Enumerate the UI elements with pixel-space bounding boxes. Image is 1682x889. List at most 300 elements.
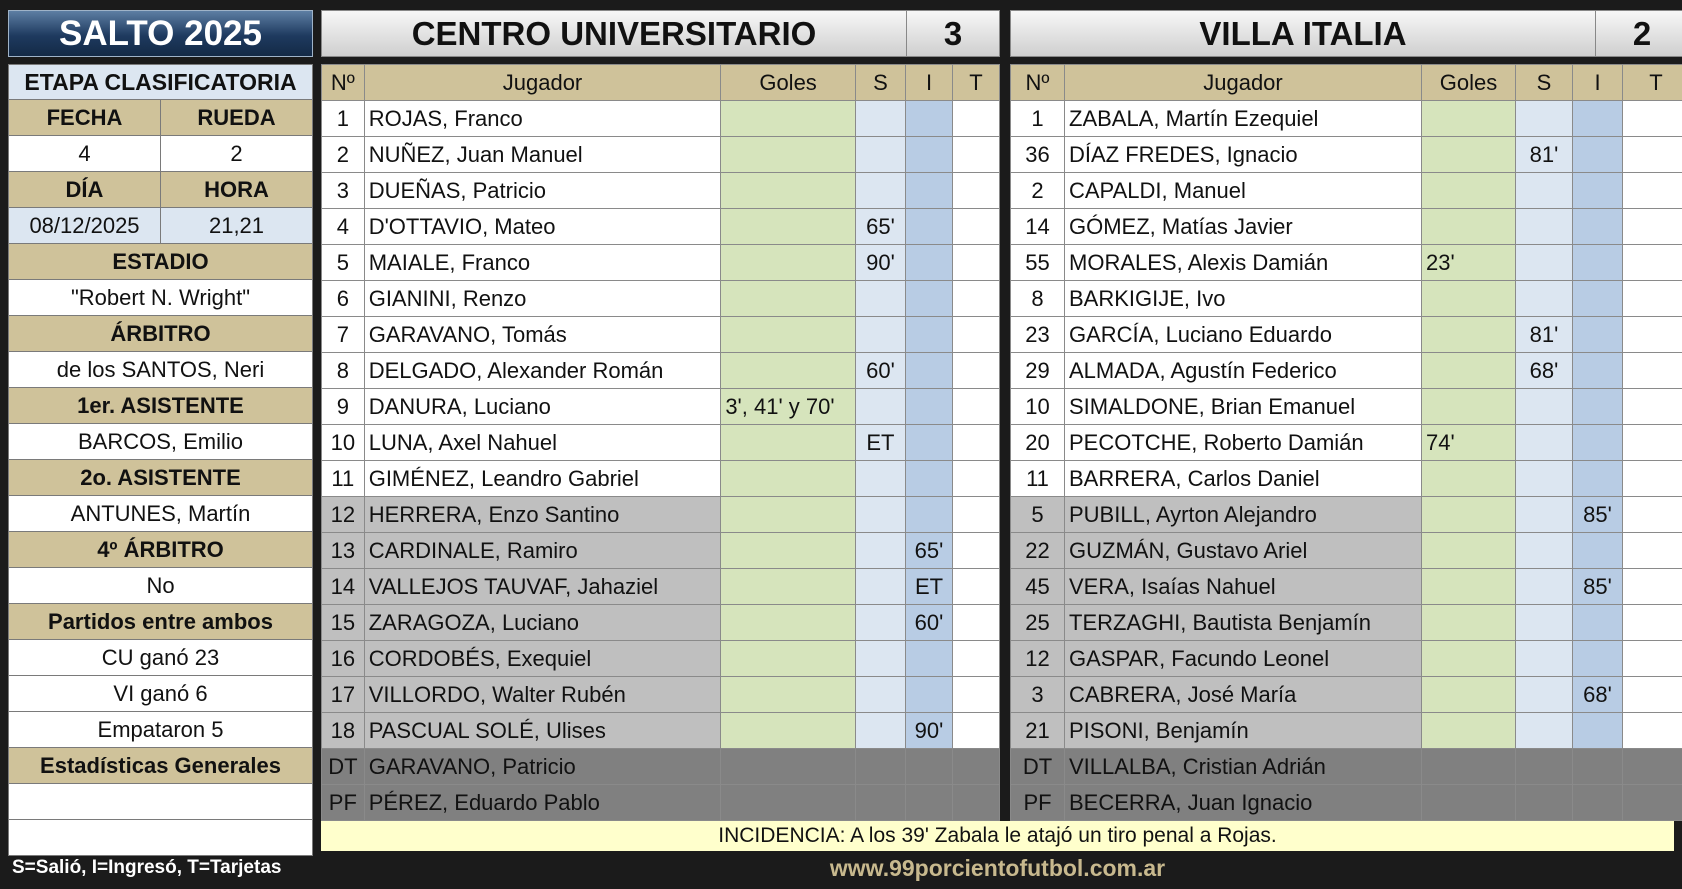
substitute-row [322,677,1000,713]
player-out [1516,245,1573,281]
player-in: 90' [906,713,953,749]
player-name: PASCUAL SOLÉ, Ulises [364,713,721,749]
player-cards [1623,137,1682,173]
team-name: VILLA ITALIA [1199,14,1407,52]
substitute-row [1011,533,1682,569]
staff-role: DT [1011,749,1065,785]
cuarto-arbitro-value: No [8,568,313,604]
player-name: NUÑEZ, Juan Manuel [364,137,721,173]
player-goals [1422,605,1516,641]
player-name: LUNA, Axel Nahuel [364,425,721,461]
substitute-row [322,533,1000,569]
player-out [855,101,905,137]
col-goles: Goles [721,65,856,101]
player-goals [1422,281,1516,317]
player-cards [1623,605,1682,641]
legend: S=Salió, I=Ingresó, T=Tarjetas [12,857,282,878]
staff-role: PF [1011,785,1065,821]
fecha-rueda-labels [8,100,313,136]
player-goals [721,461,856,497]
player-name: PISONI, Benjamín [1065,713,1422,749]
player-goals [721,569,856,605]
player-cards [1623,461,1682,497]
asistente2-label: 2o. ASISTENTE [8,460,313,496]
rueda-value: 2 [230,140,243,166]
player-name: DELGADO, Alexander Román [364,353,721,389]
player-in [1573,605,1623,641]
starter-row [1011,173,1682,209]
player-cards [1623,677,1682,713]
player-name: VALLEJOS TAUVAF, Jahaziel [364,569,721,605]
staff-empty-cell [1573,785,1623,821]
cuarto-arbitro-label: 4º ÁRBITRO [8,532,313,568]
col-goles: Goles [1422,65,1516,101]
player-in [1573,713,1623,749]
player-cards [952,641,999,677]
player-number: 14 [322,569,365,605]
season-title: SALTO 2025 [8,10,313,57]
player-goals [1422,389,1516,425]
hora-value: 21,21 [208,212,265,238]
player-goals: 23' [1422,245,1516,281]
staff-role: DT [322,749,365,785]
player-number: 10 [322,425,365,461]
player-cards [1623,641,1682,677]
player-cards [952,425,999,461]
player-out [1516,209,1573,245]
player-number: 9 [322,389,365,425]
substitute-row [322,497,1000,533]
cu-gano: CU ganó 23 [8,640,313,676]
starter-row [1011,209,1682,245]
team-header [321,10,1000,57]
player-cards [1623,281,1682,317]
staff-empty-cell [1623,749,1682,785]
starter-row [322,173,1000,209]
player-number: 10 [1011,389,1065,425]
player-name: DANURA, Luciano [364,389,721,425]
player-out [855,713,905,749]
player-out [1516,497,1573,533]
player-in: 85' [1573,497,1623,533]
player-cards [952,281,999,317]
player-cards [952,209,999,245]
player-goals [1422,461,1516,497]
player-number: 55 [1011,245,1065,281]
col-num: Nº [1011,65,1065,101]
player-name: CAPALDI, Manuel [1065,173,1422,209]
player-number: 4 [322,209,365,245]
player-number: 8 [1011,281,1065,317]
player-number: 5 [322,245,365,281]
staff-empty-cell [1623,785,1682,821]
player-name: BARKIGIJE, Ivo [1065,281,1422,317]
player-cards [1623,317,1682,353]
player-in [906,137,953,173]
substitute-row [1011,713,1682,749]
player-number: 8 [322,353,365,389]
player-out [855,281,905,317]
player-in [1573,245,1623,281]
player-in: 65' [906,533,953,569]
player-goals [1422,497,1516,533]
player-in [1573,173,1623,209]
starter-row [322,461,1000,497]
starter-row [322,245,1000,281]
player-in [906,173,953,209]
estadio-value: "Robert N. Wright" [8,280,313,316]
player-in [906,461,953,497]
player-number: 21 [1011,713,1065,749]
player-name: D'OTTAVIO, Mateo [364,209,721,245]
stage-label: ETAPA CLASIFICATORIA [8,64,313,100]
player-name: GARAVANO, Tomás [364,317,721,353]
player-name: CORDOBÉS, Exequiel [364,641,721,677]
starter-row [322,281,1000,317]
player-out: 60' [855,353,905,389]
staff-name: BECERRA, Juan Ignacio [1065,785,1422,821]
player-number: 13 [322,533,365,569]
fecha-label: FECHA [9,100,161,135]
player-number: 6 [322,281,365,317]
team-name: CENTRO UNIVERSITARIO [411,14,817,52]
player-in [1573,281,1623,317]
player-goals: 3', 41' y 70' [721,389,856,425]
staff-name: GARAVANO, Patricio [364,749,721,785]
starter-row [1011,461,1682,497]
player-name: PECOTCHE, Roberto Damián [1065,425,1422,461]
player-goals [721,605,856,641]
player-goals: 74' [1422,425,1516,461]
player-cards [1623,389,1682,425]
player-name: CARDINALE, Ramiro [364,533,721,569]
player-number: 11 [322,461,365,497]
starter-row [1011,389,1682,425]
player-cards [1623,569,1682,605]
starter-row [1011,281,1682,317]
starter-row [322,425,1000,461]
player-name: GIANINI, Renzo [364,281,721,317]
player-in [1573,641,1623,677]
player-name: ROJAS, Franco [364,101,721,137]
team-home [321,10,1000,821]
player-in: 85' [1573,569,1623,605]
substitute-row [1011,641,1682,677]
player-in [906,425,953,461]
player-goals [721,101,856,137]
player-cards [952,677,999,713]
player-in [1573,389,1623,425]
staff-role: PF [322,785,365,821]
player-in [1573,425,1623,461]
player-goals [1422,209,1516,245]
player-cards [952,173,999,209]
player-cards [1623,425,1682,461]
staff-row [1011,785,1682,821]
player-goals [721,281,856,317]
player-cards [1623,209,1682,245]
player-number: 20 [1011,425,1065,461]
starter-row [1011,353,1682,389]
player-number: 3 [1011,677,1065,713]
player-number: 5 [1011,497,1065,533]
player-in [906,281,953,317]
player-in [1573,533,1623,569]
col-t: T [1623,65,1682,101]
staff-empty-cell [1422,749,1516,785]
asistente1-label: 1er. ASISTENTE [8,388,313,424]
starter-row [322,389,1000,425]
player-out [1516,425,1573,461]
staff-empty-cell [721,785,856,821]
player-goals [721,425,856,461]
table-header-row [322,65,1000,101]
player-in [906,497,953,533]
player-in [906,101,953,137]
player-out [855,533,905,569]
website-link[interactable]: www.99porcientofutbol.com.ar [829,854,1166,881]
player-number: 23 [1011,317,1065,353]
player-out [1516,677,1573,713]
starter-row [1011,425,1682,461]
player-number: 2 [322,137,365,173]
player-number: 16 [322,641,365,677]
player-goals [721,137,856,173]
player-out [855,605,905,641]
player-goals [1422,173,1516,209]
player-cards [1623,173,1682,209]
player-number: 15 [322,605,365,641]
player-cards [1623,497,1682,533]
player-out [855,137,905,173]
player-number: 25 [1011,605,1065,641]
estadisticas-empty-1 [8,784,313,820]
player-cards [952,389,999,425]
dia-hora-values [8,208,313,244]
player-number: 12 [322,497,365,533]
staff-empty-cell [721,749,856,785]
player-number: 18 [322,713,365,749]
player-out [1516,281,1573,317]
lineup-body [1011,101,1682,821]
player-out [1516,101,1573,137]
player-number: 1 [322,101,365,137]
player-number: 7 [322,317,365,353]
player-goals [1422,641,1516,677]
player-out [1516,389,1573,425]
player-in [906,677,953,713]
player-name: CABRERA, José María [1065,677,1422,713]
player-goals [721,713,856,749]
player-number: 29 [1011,353,1065,389]
dia-value: 08/12/2025 [9,208,161,243]
match-info-panel [8,10,313,856]
player-name: DUEÑAS, Patricio [364,173,721,209]
player-out [855,497,905,533]
starter-row [322,317,1000,353]
player-name: HERRERA, Enzo Santino [364,497,721,533]
col-i: I [1573,65,1623,101]
dia-hora-labels [8,172,313,208]
player-name: VILLORDO, Walter Rubén [364,677,721,713]
player-goals [1422,317,1516,353]
player-in [1573,317,1623,353]
player-number: 1 [1011,101,1065,137]
staff-empty-cell [855,785,905,821]
player-goals [721,677,856,713]
substitute-row [322,605,1000,641]
player-in [906,317,953,353]
lineup-table [321,64,1000,821]
empataron: Empataron 5 [8,712,313,748]
staff-row [322,785,1000,821]
player-number: 12 [1011,641,1065,677]
fecha-value: 4 [9,136,161,171]
player-cards [1623,101,1682,137]
starter-row [1011,317,1682,353]
player-name: ALMADA, Agustín Federico [1065,353,1422,389]
asistente2-value: ANTUNES, Martín [8,496,313,532]
player-goals [1422,353,1516,389]
staff-empty-cell [1422,785,1516,821]
player-in: ET [906,569,953,605]
player-goals [721,533,856,569]
player-in: 68' [1573,677,1623,713]
col-jugador: Jugador [1065,65,1422,101]
player-in [906,209,953,245]
staff-row [322,749,1000,785]
player-name: SIMALDONE, Brian Emanuel [1065,389,1422,425]
player-number: 45 [1011,569,1065,605]
player-goals [1422,569,1516,605]
player-name: MORALES, Alexis Damián [1065,245,1422,281]
dia-label: DÍA [9,172,161,207]
player-name: GIMÉNEZ, Leandro Gabriel [364,461,721,497]
player-out [1516,605,1573,641]
player-goals [1422,533,1516,569]
player-cards [952,245,999,281]
team-away [1010,10,1682,821]
estadisticas-empty-2 [8,820,313,856]
player-out [855,173,905,209]
estadio-label: ESTADIO [8,244,313,280]
player-cards [952,605,999,641]
starter-row [1011,137,1682,173]
player-goals [1422,137,1516,173]
substitute-row [1011,569,1682,605]
player-out: 81' [1516,137,1573,173]
player-number: 14 [1011,209,1065,245]
player-cards [952,569,999,605]
player-in [1573,461,1623,497]
player-name: GUZMÁN, Gustavo Ariel [1065,533,1422,569]
asistente1-value: BARCOS, Emilio [8,424,313,460]
staff-empty-cell [906,785,953,821]
staff-empty-cell [952,785,999,821]
player-cards [952,497,999,533]
staff-empty-cell [1516,749,1573,785]
staff-empty-cell [952,749,999,785]
player-out [855,677,905,713]
player-name: ZABALA, Martín Ezequiel [1065,101,1422,137]
starter-row [322,137,1000,173]
col-s: S [1516,65,1573,101]
player-goals [721,173,856,209]
player-cards [952,101,999,137]
starter-row [322,353,1000,389]
starter-row [1011,245,1682,281]
player-goals [721,209,856,245]
staff-empty-cell [1516,785,1573,821]
player-name: GÓMEZ, Matías Javier [1065,209,1422,245]
player-name: BARRERA, Carlos Daniel [1065,461,1422,497]
col-t: T [952,65,999,101]
player-cards [952,353,999,389]
player-goals [1422,713,1516,749]
player-cards [1623,713,1682,749]
player-out: 90' [855,245,905,281]
estadisticas-label: Estadísticas Generales [8,748,313,784]
player-out [855,461,905,497]
col-num: Nº [322,65,365,101]
player-out [855,317,905,353]
player-in [906,389,953,425]
substitute-row [1011,497,1682,533]
staff-name: VILLALBA, Cristian Adrián [1065,749,1422,785]
player-in: 60' [906,605,953,641]
team-header [1010,10,1682,57]
hora-label: HORA [204,176,269,202]
player-in [906,245,953,281]
team-score: 2 [1595,11,1682,56]
player-out [1516,461,1573,497]
player-name: VERA, Isaías Nahuel [1065,569,1422,605]
player-goals [1422,101,1516,137]
substitute-row [322,569,1000,605]
col-s: S [855,65,905,101]
player-out: 65' [855,209,905,245]
player-cards [952,461,999,497]
partidos-label: Partidos entre ambos [8,604,313,640]
substitute-row [322,713,1000,749]
substitute-row [322,641,1000,677]
player-name: DÍAZ FREDES, Ignacio [1065,137,1422,173]
arbitro-label: ÁRBITRO [8,316,313,352]
player-name: PUBILL, Ayrton Alejandro [1065,497,1422,533]
player-number: 17 [322,677,365,713]
player-goals [721,317,856,353]
player-goals [721,497,856,533]
player-out [1516,713,1573,749]
player-in [906,353,953,389]
player-name: TERZAGHI, Bautista Benjamín [1065,605,1422,641]
staff-empty-cell [855,749,905,785]
lineup-table [1010,64,1682,821]
player-in [1573,137,1623,173]
player-number: 11 [1011,461,1065,497]
staff-row [1011,749,1682,785]
player-number: 36 [1011,137,1065,173]
fecha-rueda-values [8,136,313,172]
team-score: 3 [906,11,999,56]
substitute-row [1011,605,1682,641]
player-in [1573,101,1623,137]
player-cards [952,317,999,353]
player-cards [1623,245,1682,281]
table-header-row [1011,65,1682,101]
starter-row [322,101,1000,137]
starter-row [322,209,1000,245]
